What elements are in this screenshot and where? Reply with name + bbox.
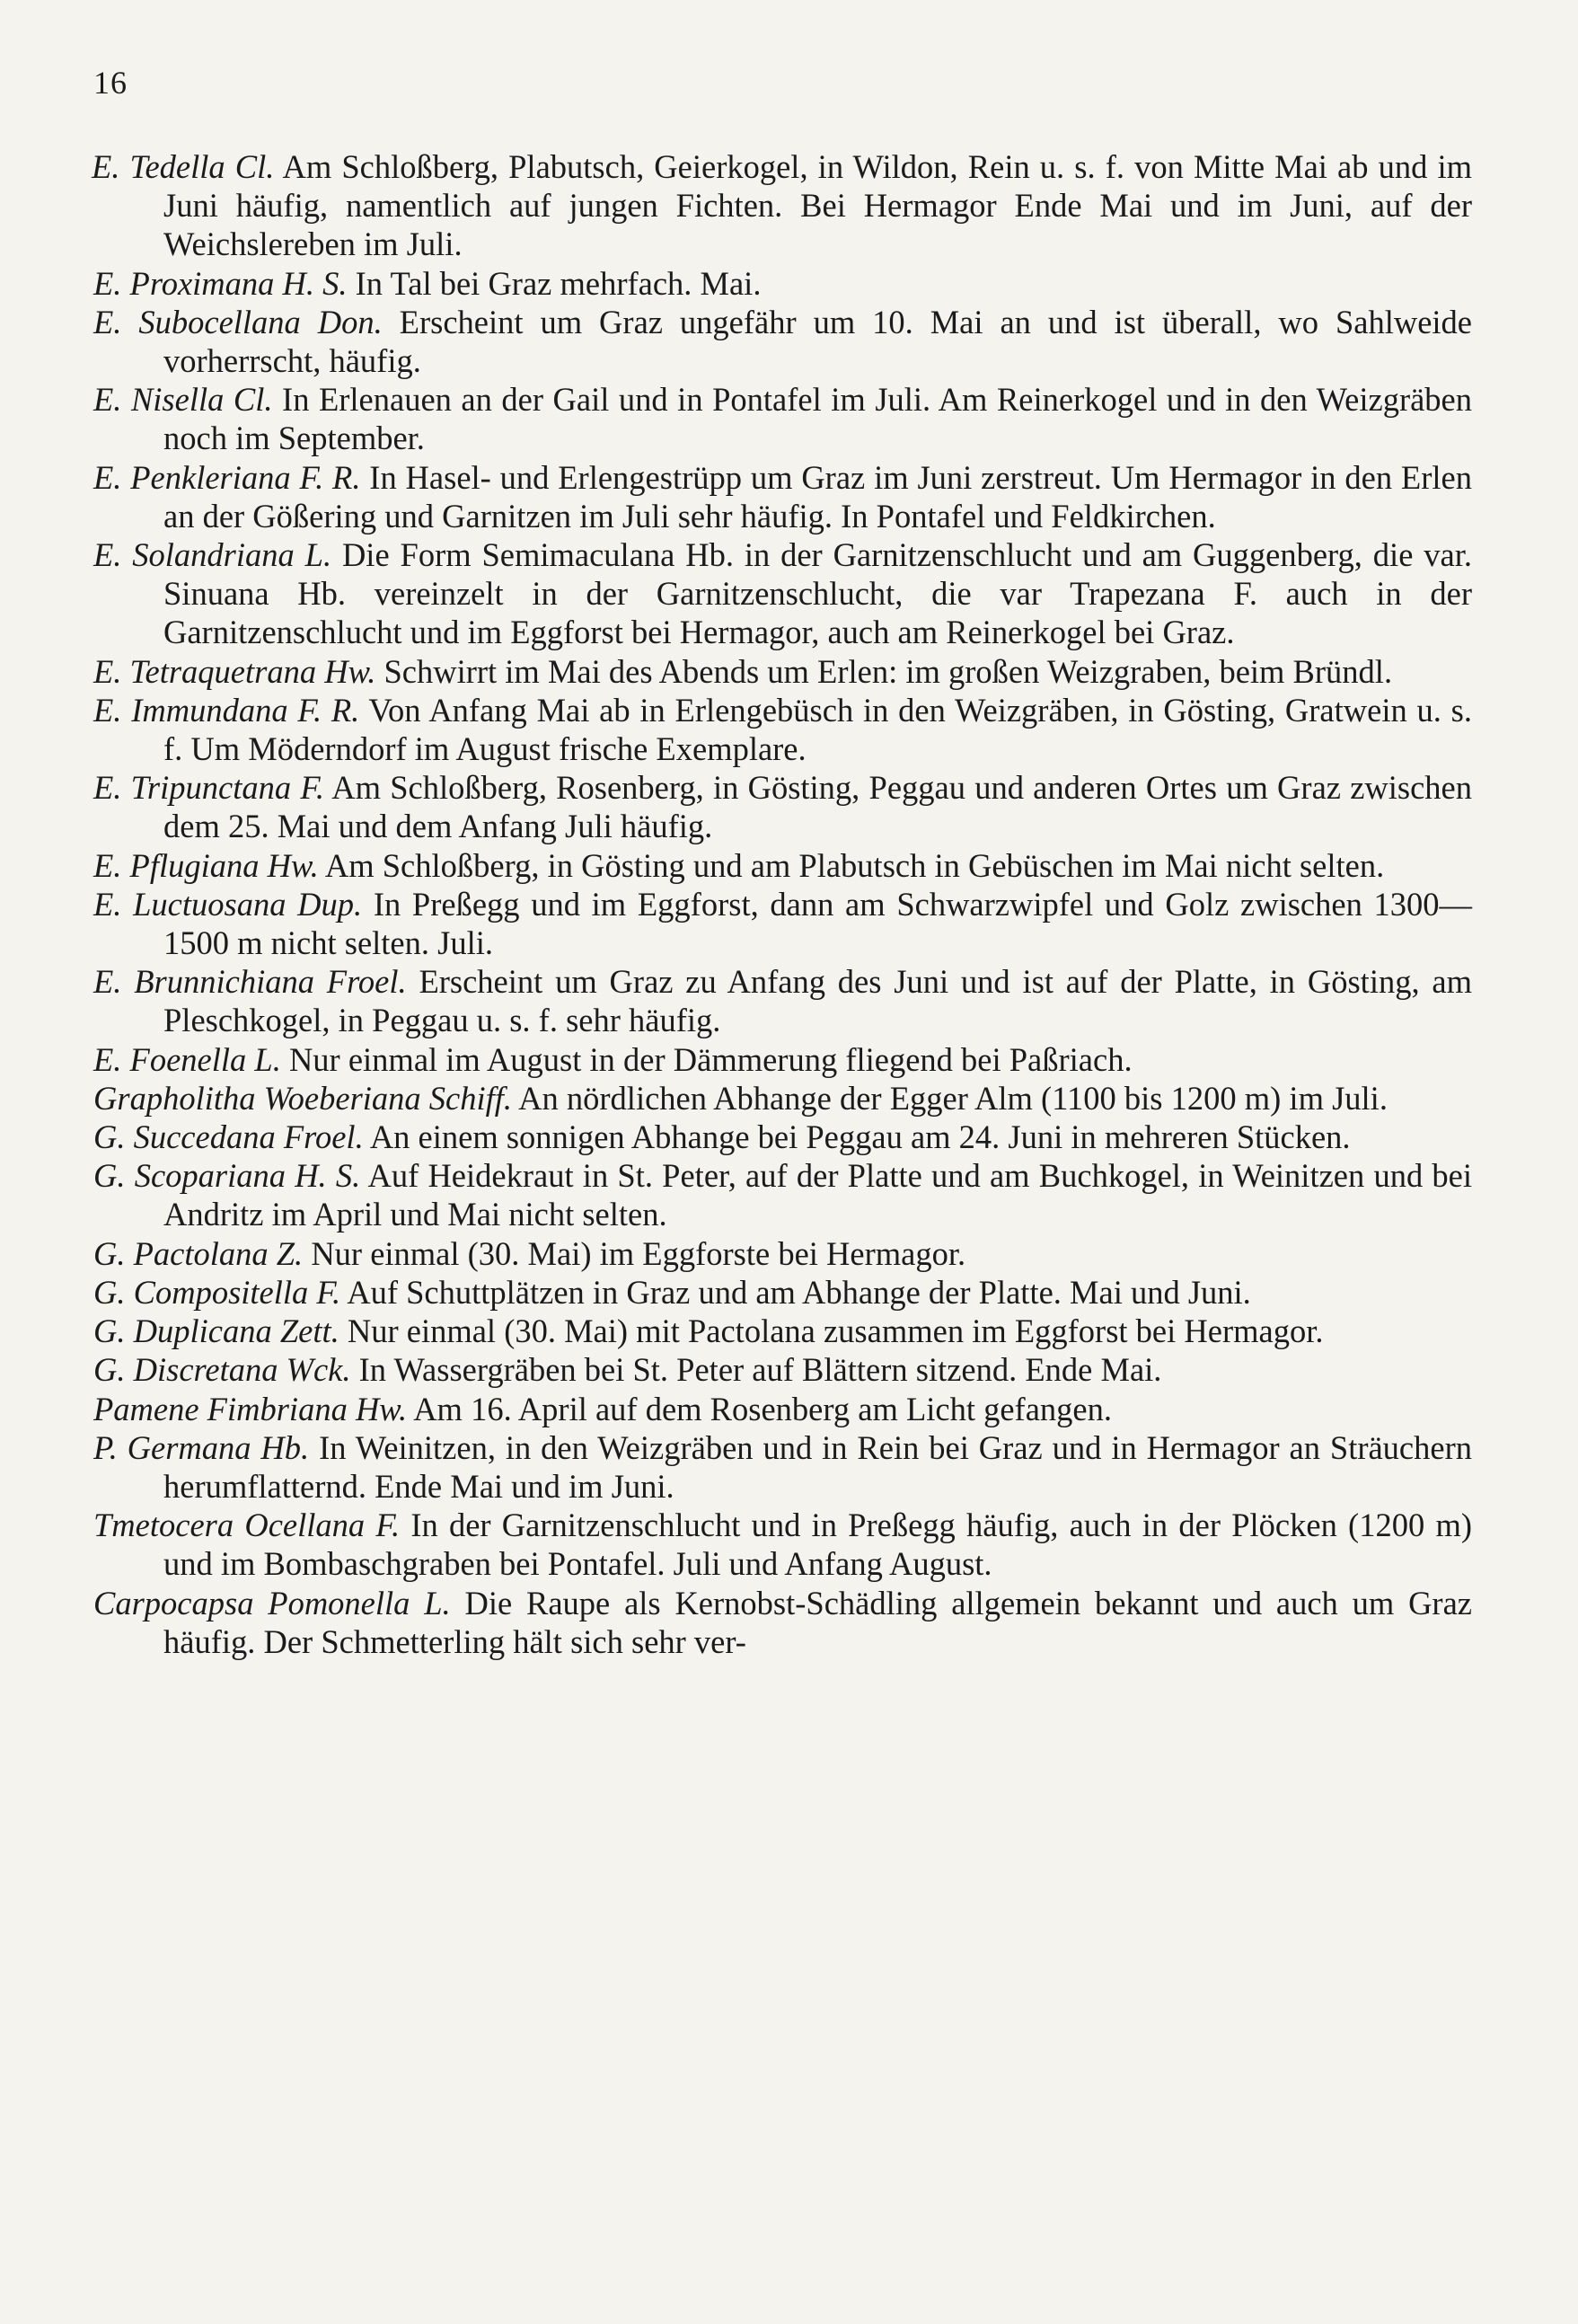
species-entry bbox=[93, 1273, 1472, 1312]
page-number: 16 bbox=[93, 65, 128, 101]
taxon-name: E. Pflugiana Hw. bbox=[93, 846, 319, 884]
species-entry bbox=[93, 535, 1472, 652]
entry-text: In der Garnitzenschlucht und in Preßegg häufig, auch in der Plöcken (1200 m) und im Bombaschgraben bei Pontafel. Juli und Anfang August. bbox=[163, 1507, 1472, 1583]
species-entry bbox=[93, 264, 1472, 303]
taxon-name: E. Tedella Cl. bbox=[92, 148, 275, 185]
taxon-name: P. Germana Hb. bbox=[93, 1428, 310, 1466]
species-entry bbox=[93, 1312, 1472, 1350]
entry-text: In Erlenauen an der Gail und in Pontafel im Juli. Am Reinerkogel und in den Weizgräben noch im September. bbox=[163, 381, 1472, 457]
entry-text: Nur einmal im August in der Dämmerung fliegend bei Paßriach. bbox=[280, 1040, 1133, 1078]
taxon-name: E. Tripunctana F. bbox=[93, 769, 325, 807]
species-entry bbox=[93, 1428, 1472, 1506]
taxon-name: Tmetocera Ocellana F. bbox=[93, 1507, 401, 1544]
taxon-name: Grapholitha Woeberiana Schiff. bbox=[93, 1079, 513, 1117]
entry-text: Die Form Semimaculana Hb. in der Garnitzenschlucht und am Guggenberg, die var. Sinuana Hb. vereinzelt in der Garnitzenschlucht, die var Trapezana F. auch in der Garnitzenschlucht und im Eggforst bei Hermagor, auch am Reinerkogel bei Graz. bbox=[163, 536, 1472, 651]
entry-text: In Wassergräben bei St. Peter auf Blättern sitzend. Ende Mai. bbox=[350, 1351, 1162, 1389]
taxon-name: E. Luctuosana Dup. bbox=[93, 885, 363, 923]
species-entry bbox=[93, 380, 1472, 457]
entry-text: Erscheint um Graz zu Anfang des Juni und ist auf der Platte, in Gösting, am Pleschkogel, in Peggau u. s. f. sehr häufig. bbox=[163, 963, 1472, 1039]
species-entry bbox=[93, 1040, 1472, 1079]
taxon-name: E. Penkleriana F. R. bbox=[93, 458, 361, 496]
taxon-name: G. Duplicana Zett. bbox=[93, 1312, 339, 1350]
species-entry bbox=[93, 1234, 1472, 1273]
species-entry bbox=[93, 303, 1472, 380]
entry-text: An nördlichen Abhange der Egger Alm (1100 bis 1200 m) im Juli. bbox=[512, 1079, 1388, 1117]
entry-text: Schwirrt im Mai des Abends um Erlen: im großen Weizgraben, beim Bründl. bbox=[375, 652, 1393, 690]
taxon-name: G. Compositella F. bbox=[93, 1273, 341, 1311]
entry-text: Erscheint um Graz ungefähr um 10. Mai an und ist überall, wo Sahlweide vorherrscht, häufig. bbox=[163, 303, 1472, 380]
entry-text: In Tal bei Graz mehrfach. Mai. bbox=[347, 264, 762, 302]
species-entry bbox=[93, 885, 1472, 962]
taxon-name: G. Pactolana Z. bbox=[93, 1234, 304, 1272]
taxon-name: G. Discretana Wck. bbox=[93, 1351, 351, 1389]
species-list bbox=[93, 147, 1472, 1661]
taxon-name: G. Scopariana H. S. bbox=[93, 1157, 361, 1195]
entry-text: An einem sonnigen Abhange bei Peggau am 24. Juni in mehreren Stücken. bbox=[363, 1118, 1351, 1156]
taxon-name: E. Subocellana Don. bbox=[93, 303, 383, 340]
taxon-name: E. Foenella L. bbox=[93, 1040, 281, 1078]
species-entry bbox=[93, 1390, 1472, 1428]
species-entry bbox=[93, 846, 1472, 885]
entry-text: Am Schloßberg, in Gösting und am Plabutsch in Gebüschen im Mai nicht selten. bbox=[318, 846, 1385, 884]
taxon-name: E. Solandriana L. bbox=[93, 536, 332, 574]
entry-text: Am Schloßberg, Plabutsch, Geierkogel, in Wildon, Rein u. s. f. von Mitte Mai ab und im Juni häufig, namentlich auf jungen Fichten. Bei Hermagor Ende Mai und im Juni, auf der Weichslereben im Juli. bbox=[163, 148, 1472, 263]
entry-text: Die Raupe als Kernobst-Schädling allgemein bekannt und auch um Graz häufig. Der Schmetterling hält sich sehr ver- bbox=[163, 1584, 1472, 1660]
taxon-name: E. Tetraquetrana Hw. bbox=[93, 652, 376, 690]
species-entry bbox=[93, 652, 1472, 691]
entry-text: Von Anfang Mai ab in Erlengebüsch in den Weizgräben, in Gösting, Gratwein u. s. f. Um Möderndorf im August frische Exemplare. bbox=[163, 691, 1472, 768]
entry-text: Am 16. April auf dem Rosenberg am Licht gefangen. bbox=[407, 1390, 1112, 1427]
taxon-name: Carpocapsa Pomonella L. bbox=[93, 1584, 451, 1621]
species-entry bbox=[93, 962, 1472, 1039]
entry-text: Auf Schuttplätzen in Graz und am Abhange der Platte. Mai und Juni. bbox=[340, 1273, 1251, 1311]
species-entry bbox=[93, 1350, 1472, 1389]
entry-text: Auf Heidekraut in St. Peter, auf der Platte und am Buchkogel, in Weinitzen und bei Andritz im April und Mai nicht selten. bbox=[163, 1157, 1473, 1233]
taxon-name: Pamene Fimbriana Hw. bbox=[93, 1390, 408, 1427]
species-entry bbox=[93, 1118, 1472, 1156]
entry-text: Nur einmal (30. Mai) im Eggforste bei Hermagor. bbox=[303, 1234, 966, 1272]
taxon-name: E. Immundana F. R. bbox=[93, 691, 360, 729]
species-entry bbox=[93, 1584, 1472, 1661]
species-entry bbox=[93, 691, 1472, 768]
entry-text: In Weinitzen, in den Weizgräben und in Rein bei Graz und in Hermagor an Sträuchern herumflatternd. Ende Mai und im Juni. bbox=[163, 1428, 1472, 1505]
entry-text: Am Schloßberg, Rosenberg, in Gösting, Peggau und anderen Ortes um Graz zwischen dem 25. Mai und dem Anfang Juli häufig. bbox=[163, 769, 1472, 845]
taxon-name: G. Succedana Froel. bbox=[93, 1118, 364, 1156]
species-entry bbox=[93, 768, 1472, 845]
species-entry bbox=[93, 1156, 1472, 1233]
species-entry bbox=[93, 458, 1472, 535]
species-entry bbox=[93, 1079, 1472, 1118]
species-entry bbox=[93, 147, 1472, 264]
species-entry bbox=[93, 1506, 1472, 1583]
entry-text: In Hasel- und Erlengestrüpp um Graz im Juni zerstreut. Um Hermagor in den Erlen an der Gößering und Garnitzen im Juli sehr häufig. In Pontafel und Feldkirchen. bbox=[163, 458, 1472, 535]
taxon-name: E. Brunnichiana Froel. bbox=[93, 963, 407, 1001]
entry-text: In Preßegg und im Eggforst, dann am Schwarzwipfel und Golz zwischen 1300—1500 m nicht selten. Juli. bbox=[163, 885, 1473, 962]
taxon-name: E. Proximana H. S. bbox=[93, 264, 348, 302]
taxon-name: E. Nisella Cl. bbox=[93, 381, 273, 419]
entry-text: Nur einmal (30. Mai) mit Pactolana zusammen im Eggforst bei Hermagor. bbox=[339, 1312, 1324, 1350]
